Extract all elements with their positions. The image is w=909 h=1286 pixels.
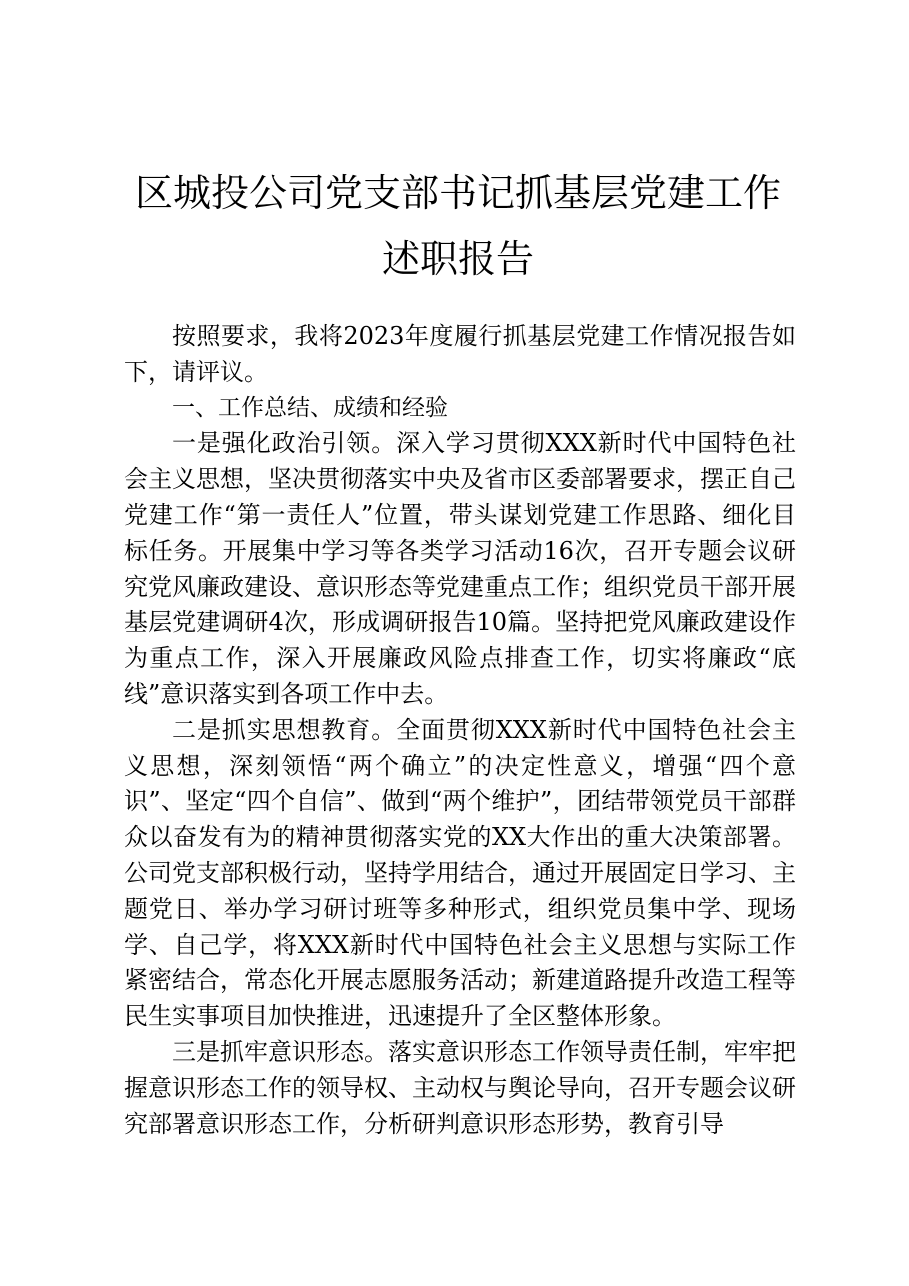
- document-title: 区城投公司党支部书记抓基层党建工作述职报告: [134, 171, 781, 281]
- intro-paragraph: 按照要求，我将2023年度履行抓基层党建工作情况报告如下，请评议。: [124, 322, 796, 386]
- body-paragraph-3: 三是抓牢意识形态。落实意识形态工作领导责任制，牢牢把握意识形态工作的领导权、主动权与舆论导向，召开专题会议研究部署意识形态工作，分析研判意识形态形势，教育引导: [124, 1037, 796, 1138]
- body-paragraph-1: 一是强化政治引领。深入学习贯彻XXX新时代中国特色社会主义思想，坚决贯彻落实中央及省市区委部署要求，摆正自己党建工作“第一责任人”位置，带头谋划党建工作思路、细化目标任务。开展集中学习等各类学习活动16次，召开专题会议研究党风廉政建设、意识形态等党建重点工作；组织党员干部开展基层党建调研4次，形成调研报告10篇。坚持把党风廉政建设作为重点工作，深入开展廉政风险点排查工作，切实将廉政“底线”意识落实到各项工作中去。: [124, 429, 796, 708]
- document-body: [124, 319, 796, 1142]
- body-paragraph-2: 二是抓实思想教育。全面贯彻XXX新时代中国特色社会主义思想，深刻领悟“两个确立”的决定性意义，增强“四个意识”、坚定“四个自信”、做到“两个维护”，团结带领党员干部群众以奋发有为的精神贯彻落实党的XX大作出的重大决策部署。公司党支部积极行动，坚持学用结合，通过开展固定日学习、主题党日、举办学习研讨班等多种形式，组织党员集中学、现场学、自己学，将XXX新时代中国特色社会主义思想与实际工作紧密结合，常态化开展志愿服务活动；新建道路提升改造工程等民生实事项目加快推进，迅速提升了全区整体形象。: [124, 715, 796, 1031]
- section-heading: 一、工作总结、成绩和经验: [172, 394, 448, 421]
